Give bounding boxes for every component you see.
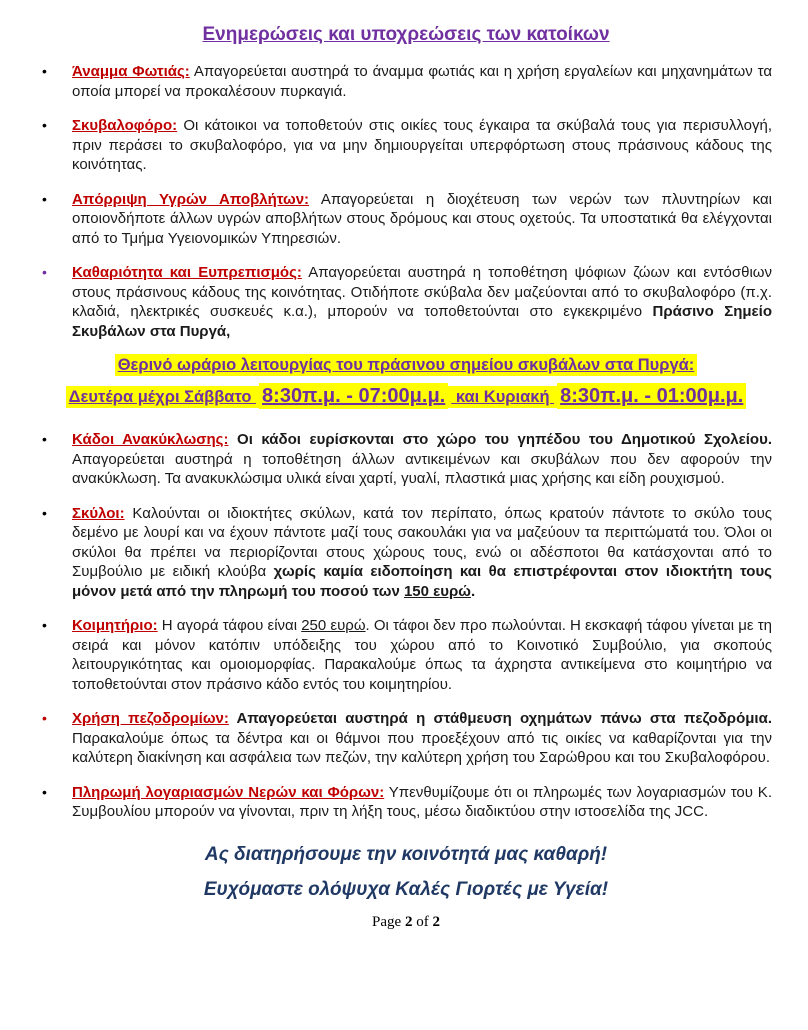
notice-body: Απαγορεύεται αυστηρά η τοποθέτηση ψόφιων ζώων και εντόσθιων στους πράσινους κάδους της κοινότητας. Οτιδήποτε σκύβαλα δεν μαζεύονται από το σκυβαλοφόρο (π.χ. κλαδιά, ηλεκτρικές συσκευές κ.α.), μπορούν να τοποθετούνται στο εγκεκριμένο <box>72 264 772 320</box>
bullet-icon: • <box>42 190 47 207</box>
notice-header: Σκύλοι: <box>72 504 125 522</box>
page-number-total: 2 <box>432 913 440 930</box>
notice-body: . Οι τάφοι δεν προ πωλούνται. Η εκσκαφή τάφου γίνεται με τη σειρά και μόνον κατόπιν υπόδειξης του χώρου από το Κοινοτικό Συμβούλιο, για σκοπούς λειτουργικότητας και ομοιομορφίας. Παρακαλούμε όπως τα άχρηστα αντικείμενα στο κοιμητήριο να τοποθετούνται στον πράσινο κάδο εντός του κοιμητηρίου. <box>72 617 773 693</box>
notice-item-dogs <box>42 504 772 602</box>
green-point-schedule-hours <box>40 385 772 408</box>
bullet-icon: • <box>42 117 47 133</box>
notice-body: Απαγορεύεται αυστηρά η τοποθέτηση άλλων αντικειμένων και σκυβάλων που δεν αφορούν την ανακύκλωση. Τα ανακυκλώσιμα υλικά είναι χαρτί, γυαλί, πλαστικά μιας χρήσης και είδη ρουχισμού. <box>72 450 772 487</box>
notice-body-bold: Πράσινο Σημείο Σκυβάλων στα Πυργά, <box>72 303 773 340</box>
notice-body: Παρακαλούμε όπως τα δέντρα και οι θάμνοι που προεξέχουν από τις οικίες να καθαρίζονται για την καλύτερη διακίνηση και ασφάλεια των πεζών, την καλύτερη χρήση του Σαρώθρου και του Σκυβαλοφόρου. <box>72 729 772 766</box>
notice-body-bold: χωρίς καμία ειδοποίηση και θα επιστρέφονται στον ιδιοκτήτη τους μόνον μετά από την πληρωμή του ποσού των <box>72 563 772 600</box>
notice-item-liquid-waste <box>42 190 772 249</box>
notice-body-bold: Απαγορεύεται αυστηρά η στάθμευση οχημάτων πάνω στα πεζοδρόμια. <box>228 710 772 727</box>
notice-body: Οι κάτοικοι να τοποθετούν στις οικίες τους έγκαιρα τα σκύβαλά τους για περισυλλογή, πριν περάσει το σκυβαλοφόρο, για να μην δημιουργείται υπερφόρτωση στους πράσινους κάδους της κοινότητας. <box>72 117 772 173</box>
page-title: Ενημερώσεις και υποχρεώσεις των κατοίκων <box>202 24 610 45</box>
notice-header: Άναμμα Φωτιάς: <box>72 63 190 80</box>
closing-line-wishes: Ευχόμαστε ολόψυχα Καλές Γιορτές με Υγεία! <box>203 878 609 900</box>
green-point-schedule-title <box>40 356 772 375</box>
closing-line-keep-clean: Ας διατηρήσουμε την κοινότητά μας καθαρή! <box>204 843 608 865</box>
bullet-icon: • <box>42 710 47 726</box>
page-number-current: 2 <box>404 913 413 930</box>
bullet-icon: • <box>42 783 47 800</box>
schedule-days-sunday: και Κυριακή <box>448 386 557 408</box>
closing-messages <box>40 844 772 901</box>
notice-header: Πληρωμή λογαριασμών Νερών και Φόρων: <box>72 783 385 801</box>
schedule-hours-sunday: 8:30π.μ. - 01:00μ.μ. <box>557 383 746 409</box>
notice-item-garbage-truck <box>42 116 772 175</box>
bullet-icon: • <box>42 617 47 633</box>
bullet-icon: • <box>42 431 47 447</box>
fine-amount: 150 ευρώ <box>403 582 471 600</box>
notice-item-recycling-bins <box>42 430 772 489</box>
bullet-icon: • <box>42 504 47 521</box>
notice-body-bold: Οι κάδοι ευρίσκονται στο χώρο του γηπέδου του Δημοτικού Σχολείου. <box>228 431 772 448</box>
notice-body: Υπενθυμίζουμε ότι οι πληρωμές των λογαριασμών του Κ. Συμβουλίου μπορούν να γίνονται, πριν τη λήξη τους, μέσω διαδικτύου στην ιστοσελίδα της JCC. <box>72 783 772 820</box>
notice-header: Απόρριψη Υγρών Αποβλήτων: <box>72 190 310 208</box>
notice-body: Η αγορά τάφου είναι <box>157 617 302 634</box>
notice-item-cemetery <box>42 616 773 694</box>
schedule-hours-weekdays: 8:30π.μ. - 07:00μ.μ. <box>259 383 448 409</box>
grave-price: 250 ευρώ <box>301 617 366 634</box>
bullet-icon: • <box>42 264 47 280</box>
schedule-days-weekdays: Δευτέρα μέχρι Σάββατο <box>66 386 259 408</box>
page-number-label: Page <box>372 913 405 930</box>
notice-header: Κοιμητήριο: <box>72 617 158 634</box>
notice-item-fire <box>42 62 772 101</box>
notice-body: Καλούνται οι ιδιοκτήτες σκύλων, κατά τον περίπατο, όπως κρατούν πάντοτε το σκύλο τους δεμένο με λουρί και να έχουν πάντοτε μαζί τους σακουλάκι για να μαζεύουν τα περιττώματά του. Όλοι οι σκύλοι θα πρέπει να περιορίζονται στους χώρους τους, ενώ οι αδέσποτοι θα κατάσχονται από το Συμβούλιο με ειδική κλούβα <box>72 504 772 580</box>
notice-body-bold: . <box>470 582 476 600</box>
schedule-title-text: Θερινό ωράριο λειτουργίας του πράσινου σημείου σκυβάλων στα Πυργά: <box>115 354 698 376</box>
notice-item-bill-payments <box>42 783 772 822</box>
notice-item-cleanliness <box>42 263 773 341</box>
notice-header: Χρήση πεζοδρομίων: <box>72 710 229 727</box>
page-number <box>40 914 772 931</box>
page-number-of: of <box>412 913 433 930</box>
notice-body: Απαγορεύεται αυστηρά το άναμμα φωτιάς και η χρήση εργαλείων και μηχανημάτων τα οποία μπορεί να προκαλέσουν πυρκαγιά. <box>72 63 772 100</box>
notice-body: Απαγορεύεται η διοχέτευση των νερών των πλυντηρίων και οποιονδήποτε άλλων υγρών αποβλήτων στους δρόμους και στους οχετούς. Τα υποστατικά θα ελέγχονται από το Τμήμα Υγειονομικών Υπηρεσιών. <box>72 190 772 247</box>
notice-item-sidewalks <box>42 709 772 768</box>
bullet-icon: • <box>42 63 47 79</box>
notice-header: Κάδοι Ανακύκλωσης: <box>72 431 229 448</box>
notice-header: Σκυβαλοφόρο: <box>72 117 178 134</box>
notice-header: Καθαριότητα και Ευπρεπισμός: <box>72 264 302 281</box>
